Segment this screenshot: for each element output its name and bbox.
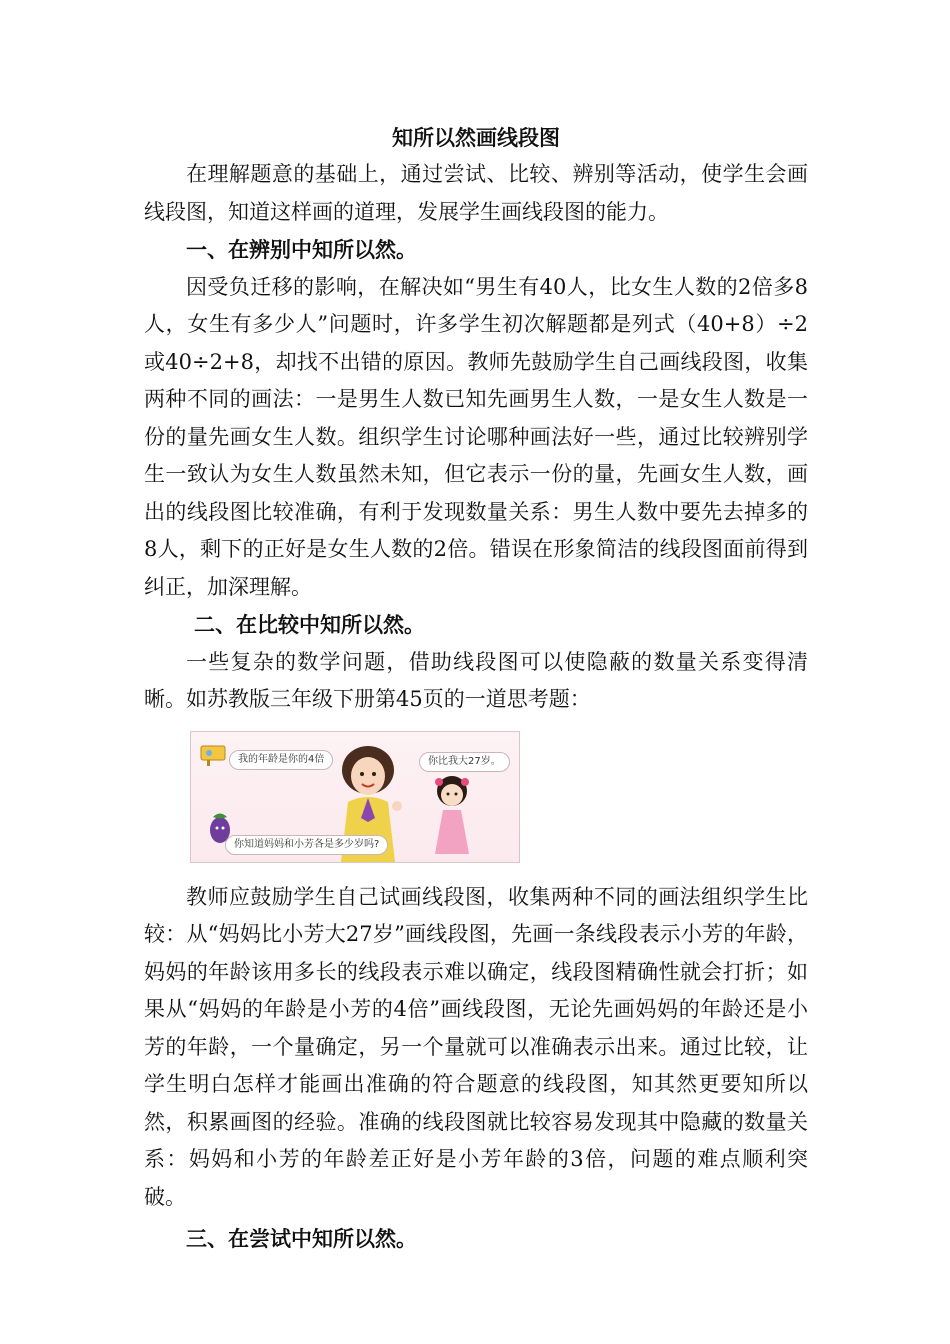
section1-heading: 一、在辨别中知所以然。 <box>186 237 417 262</box>
speech-bubble-question: 你知道妈妈和小芳各是多少岁吗? <box>225 835 388 855</box>
section1-paragraph: 因受负迁移的影响，在解决如“男生有40人，比女生人数的2倍多8人，女生有多少人”问题时，许多学生初次解题都是列式（40+8）÷2或40÷2+8，却找不出错的原因。教师先鼓励学生自己画线段图，收集两种不同的画法：一是男生人数已知先画男生人数，一是女生人数是一份的量先画女生人数。组织学生讨论哪种画法好一些，通过比较辨别学生一致认为女生人数虽然未知，但它表示一份的量，先画女生人数，画出的线段图比较准确，有利于发现数量关系：男生人数中要先去掉多的8人，剩下的正好是女生人数的2倍。错误在形象简洁的线段图面前得到纠正，加深理解。 <box>144 274 808 599</box>
speech-bubble-girl: 你比我大27岁。 <box>419 752 510 772</box>
intro-paragraph: 在理解题意的基础上，通过尝试、比较、辨别等活动，使学生会画线段图，知道这样画的道理，发展学生画线段图的能力。 <box>144 162 808 224</box>
document-title: 知所以然画线段图 <box>392 125 560 150</box>
section2-heading: 二、在比较中知所以然。 <box>194 612 425 637</box>
section3-heading: 三、在尝试中知所以然。 <box>186 1226 417 1251</box>
document-page <box>144 120 808 1258</box>
section2-paragraph-2: 教师应鼓励学生自己试画线段图，收集两种不同的画法组织学生比较：从“妈妈比小芳大27岁”画线段图，先画一条线段表示小芳的年龄，妈妈的年龄该用多长的线段表示难以确定，线段图精确性就会打折；如果从“妈妈的年龄是小芳的4倍”画线段图，无论先画妈妈的年龄还是小芳的年龄，一个量确定，另一个量就可以准确表示出来。通过比较，让学生明白怎样才能画出准确的符合题意的线段图，知其然更要知所以然，积累画图的经验。准确的线段图就比较容易发现其中隐藏的数量关系：妈妈和小芳的年龄差正好是小芳年龄的3倍，问题的难点顺利突破。 <box>144 884 808 1209</box>
speech-bubble-mother: 我的年龄是你的4倍 <box>229 750 333 770</box>
sign-icon <box>199 742 229 766</box>
section2-paragraph-1: 一些复杂的数学问题，借助线段图可以使隐蔽的数量关系变得清晰。如苏教版三年级下册第45页的一道思考题： <box>144 649 808 711</box>
textbook-illustration <box>190 731 520 863</box>
girl-character-icon <box>427 772 477 854</box>
